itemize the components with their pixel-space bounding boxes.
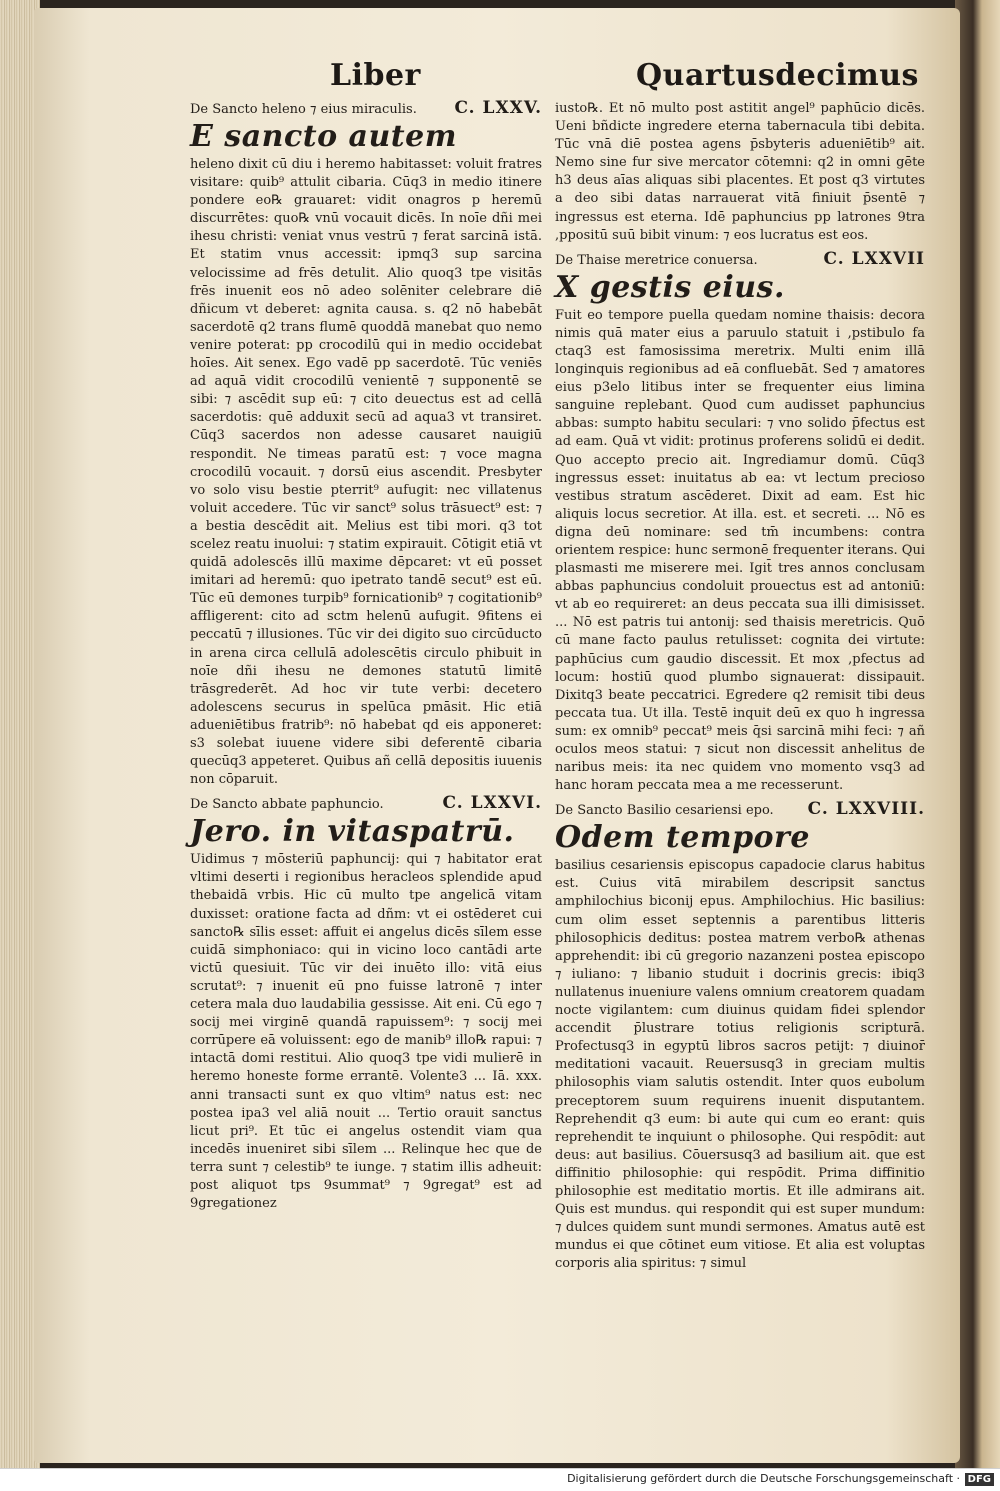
chapter-text: basilius cesariensis episcopus capadocie clarus habitus est. Cuius vitā mirabilem descripsit sanctus amphilochius biconij epus. Amphilochius. Hic basilius: cum olim esset septennis a parentibus litteris philosophicis deditus: postea matrem verbo℞ athenas apprehendit: ibi cū gregorio nazanzeni postea episcopo ⁊ iuliano: ⁊ libanio studuit i docrinis grecis: ibiq3 nullatenus inueniure valens omnium creatorem quadam nocte vigilantem: cum diuinus quidam fidei splendor accendit p̄lustrare totius religionis scripturā. Profectusq3 in egyptū libros sacros petijt: ⁊ diuinor̄ meditationi vacauit. Reuersusq3 in greciam multis philosophis viam salutis ostendit. Inter quos eubolum preceptorem suum requirens inuenit disputantem. Reprehendit q3 eum: bi aute qui cum eo erant: quis reprehendit te inquiunt o philosophe. Qui respōdit: aut deus: aut basilius. Cōuersusq3 ad basilium ait. que est diffinitio philosophie: qui respōdit. Prima diffinitio philosophie est meditatio mortis. Et ille admirans ait. Quis est mundus. qui respondit qui est super mundum: ⁊ dulces quidem sunt mundi sermones. Amatus autē est mundus ei que cōtinet eum vitiose. Et alia est voluptas corporis alia spiritus: ⁊ simul <box>555 858 925 1272</box>
chapter-text: iusto℞. Et nō multo post astitit angel⁹ paphūcio dicēs. Ueni bñdicte ingredere eterna tabernacula tibi debita. Tūc vnā diē postea agens p̄sbyteris adueniētib⁹ ait. Nemo sine fur sive mercator cōtemni: q2 in omni gēte h3 deus aīas aliquas sibi placentes. Et post q3 virtutes a deo sibi datas narrauerat vitā finiuit p̄sentē ⁊ ingressus est eterna. Idē paphuncius pp latrones 9tra ,ppositū suū bibit vinum: ⁊ eos lucratus est eos. <box>555 101 925 243</box>
incipit: Jero. in vitaspatrū. <box>190 814 515 850</box>
rubric-title: De Sancto Basilio cesariensi epo. <box>555 803 774 819</box>
chapter-text: Uidimus ⁊ mōsteriū paphuncij: qui ⁊ habitator erat vltimi deserti i regionibus heracleos splendide apud thebaidā vrbis. Hic cū multo tpe angelicā vitam duxisset: oratione facta ad dñm: vt ei ostēderet cui sancto℞ sīlis esset: affuit ei angelus dicēs sīlem esse cuidā simphoniaco: qui in vicino loco cantādi arte victū quesiuit. Tūc vir dei inuēto illo: vitā eius scrutat⁹: ⁊ inuenit eū pno fuisse latronē ⁊ inter cetera mala duo laudabilia gessisse. Ait eni. Cū ego ⁊ socij mei virginē quandā rapuissem⁹: ⁊ socij mei corrūpere eā voluissent: ego de manib⁹ illo℞ rapui: ⁊ intactā domi restitui. Alio quoq3 tpe vidi mulierē in heremo honeste forme errantē. Volente3 ... Iā. xxx. anni transacti sunt ex quo vltim⁹ natus est: nec postea ipa3 vel aliā nouit ... Tertio orauit sanctus licut pri⁹. Et tūc ei angelus ostendit viam qua incedēs inueniret sibi sīlem ... Relinque hec que de terra sunt ⁊ celestib⁹ te iunge. ⁊ statim illis adheuit: post aliquot tps 9summat⁹ ⁊ 9gregat⁹ est ad 9gregationez <box>190 852 542 1212</box>
chapter-number: C. LXXV. <box>454 98 542 118</box>
incipit: E sancto autem <box>190 119 457 154</box>
chapter-text: heleno dixit cū diu i heremo habitasset: voluit fratres visitare: quib⁹ attulit cibaria. Cūq3 in medio itinere pondere eo℞ grauaret: vidit onagros p heremū discurrētes: quo℞ vnū vocauit dicēs. In noīe dñi mei ihesu christi: veniat vnus vestrū ⁊ ferat sarcinā istā. Et statim vnus accessit: ipmq3 sup sarcina velocissime ad frēs detulit. Alio quoq3 tpe visitās frēs inuenit eos nō adeo solēniter celebrare diē dñicum vt deberet: agnita causa. s. q2 nō habebāt sacerdotē q2 trans flumē quoddā manebat quo nemo venire poterat: pp crocodilū qui in medio occidebat hoīes. Ait senex. Ego vadē pp sacerdotē. Tūc veniēs ad aquā vidit crocodilū venientē ⁊ supponentē se sibi: ⁊ ascēdit sup eū: ⁊ cito deuectus est ad cellā sacerdotis: quē adduxit secū ad aqua3 vt transiret. Cūq3 sacerdos non adesse causaret nauigiū respondit. Ne timeas paratū est: ⁊ voce magna crocodilū vocauit. ⁊ dorsū eius ascendit. Presbyter vo solo visu bestie pterrit⁹ aufugit: nec villatenus voluit accedere. Tūc vir sanct⁹ solus trāsuect⁹ est: ⁊ a bestia descēdit ait. Melius est tibi mori. q3 tot scelez reatu inuolui: ⁊ statim expirauit. Cōtigit etiā vt quidā adolescēs illū maxime dēpcaret: vt eū posset imitari ad heremū: quo ipetrato tandē secut⁹ est eū. Tūc eū demones turpib⁹ fornicationib⁹ ⁊ cogitationib⁹ affligerent: cito ad sctm helenū aufugit. 9fitens ei peccatū ⁊ illusiones. Tūc vir dei digito suo circūducto in arena circa cellulā adolescētis circulo phibuit in noīe dñi ihesu ne demones statutū limitē trāsgrederēt. Ad hoc vir tute verbi: decetero adolescens securus in spelūca pmāsit. Hic etiā adueniētibus fratrib⁹: nō habebat qd eis apponeret: s3 solebat iuuene videre sibi deferentē cibaria quecūq3 appeteret. Quibus añ cellā depositis iuuenis non cōparuit. <box>190 157 542 788</box>
chapter-number: C. LXXVIII. <box>807 799 925 820</box>
rubric-title: De Thaise meretrice conuersa. <box>555 252 758 268</box>
chapter-text: Fuit eo tempore puella quedam nomine thaisis: decora nimis quā mater eius a paruulo statuit i ,pstibulo fa ctaq3 est famosissima meretrix. Multi enim illā longinquis regionibus ad eā confluebāt. Sed ⁊ amatores eius p3elo litibus inter se frequenter eius limina sanguine replebant. Quod cum audisset paphuncius abbas: sumpto habitu seculari: ⁊ vno solido p̄fectus est ad eam. Quā vt vidit: protinus proferens solidū ei dedit. Quo accepto precio ait. Ingrediamur domū. Cūq3 ingressus esset: inuitatus ab ea: vt lectum precioso vestibus stratum ascēderet. Dixit ad eam. Est hic aliquis locus secretior. At illa. est. et secreti. ... Nō es digna deū nominare: sed tm̄ incumbens: contra orientem respice: hunc sermonē frequenter iterans. Qui plasmasti me miserere mei. Igit̄ tres annos conclusam abbas paphuncius condoluit prouectus est ad antoniū: vt ab eo requireret: an deus peccata sua illi dimisisset. ... Nō est patris tui antonij: sed thaisis meretricis. Quō cū mane facto paulus retulisset: cognita dei virtute: paphūcius cum gaudio discessit. Et mox ,pfectus ad locum: hostiū quod plumbo signauerat: dissipauit. Dixitq3 beate peccatrici. Egredere q2 remisit tibi deus peccata tua. Ut illa. Testē inquit deū ex quo h ingressa sum: ex omnib⁹ peccat⁹ meis q̄si sarcinā mihi feci: ⁊ añ oculos meos statui: ⁊ sicut non discessit anhelitus de naribus meis: ita nec quidem vno momento vsq3 ad hanc horam peccata mea a me recesserunt. <box>555 307 925 794</box>
incipit: Odem tempore <box>555 820 810 856</box>
left-column <box>190 100 542 1219</box>
digitization-footer <box>0 1468 1000 1491</box>
incipit: X gestis eius. <box>555 269 785 305</box>
chapter-rubric <box>190 100 542 118</box>
running-head-right: Quartusdecimus <box>636 58 919 93</box>
book-binding <box>955 0 1000 1468</box>
chapter-rubric <box>555 801 925 819</box>
dfg-logo: DFG <box>965 1473 994 1486</box>
funding-credit: Digitalisierung gefördert durch die Deutsche Forschungsgemeinschaft · <box>567 1472 960 1485</box>
rubric-title: De Sancto abbate paphuncio. <box>190 797 384 813</box>
chapter-rubric <box>190 795 542 813</box>
rubric-title: De Sancto heleno ⁊ eius miraculis. <box>190 102 417 117</box>
right-column <box>555 100 925 1279</box>
chapter-number: C. LXXVII <box>823 248 925 269</box>
chapter-rubric <box>555 248 925 269</box>
chapter-number: C. LXXVI. <box>442 793 542 814</box>
running-head-left: Liber <box>330 58 421 93</box>
